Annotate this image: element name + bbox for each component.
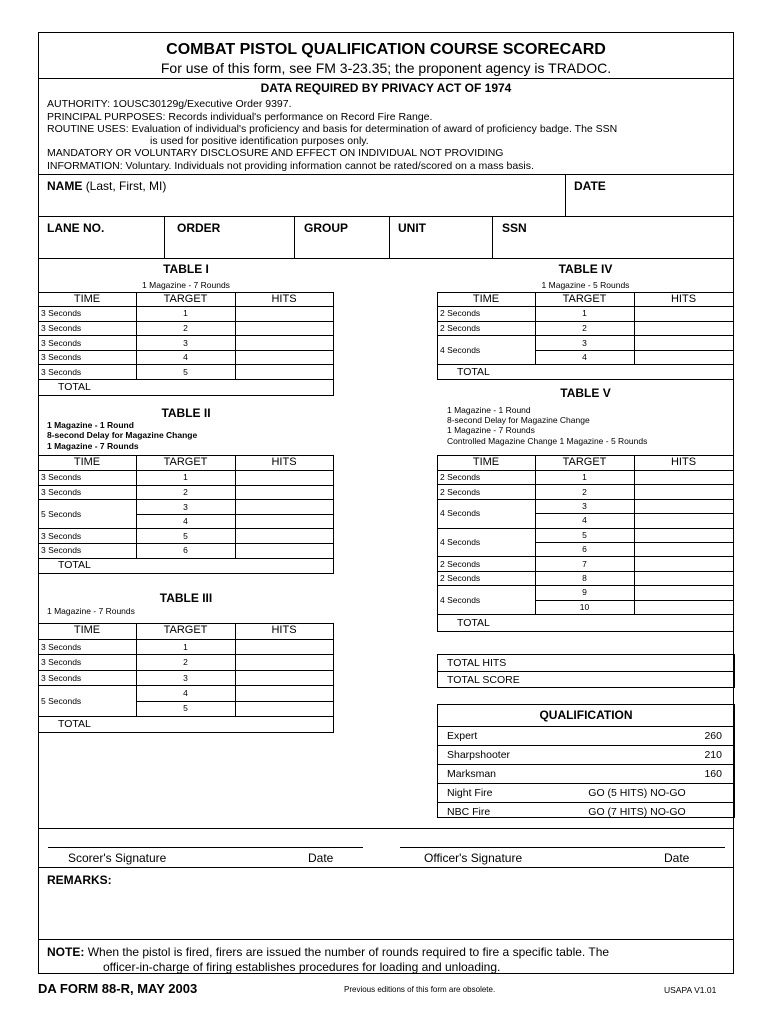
table-2-time-2: 3 Seconds <box>41 486 82 497</box>
row-line <box>535 614 733 615</box>
table-3-target-5: 5 <box>183 703 188 714</box>
table-1-target-3: 3 <box>183 337 188 348</box>
table-2-hits-cell[interactable] <box>236 500 333 514</box>
table-1-header-target: TARGET <box>163 293 208 305</box>
row-line <box>38 528 136 529</box>
table-4-total-label[interactable]: TOTAL <box>457 365 490 378</box>
mandatory-text: MANDATORY OR VOLUNTARY DISCLOSURE AND EFFECT ON INDIVIDUAL NOT PROVIDING <box>47 147 504 159</box>
row-line <box>38 485 136 486</box>
table-5-hits-cell[interactable] <box>635 572 733 585</box>
table-5-hits-cell[interactable] <box>635 471 733 484</box>
name-hint: (Last, First, MI) <box>85 179 167 193</box>
row-line <box>437 499 535 500</box>
table-1-target-4: 4 <box>183 352 188 363</box>
qualification-score-1: 260 <box>704 730 722 742</box>
table-2-time-3: 5 Seconds <box>41 508 82 519</box>
divider <box>38 939 734 940</box>
table-2-header-target: TARGET <box>163 456 208 468</box>
table-2-target-4: 4 <box>183 516 188 527</box>
row-line <box>437 335 535 336</box>
unit-field[interactable]: UNIT <box>398 221 426 235</box>
table-1-hits-cell[interactable] <box>236 351 333 365</box>
divider <box>38 258 734 259</box>
table-4-hits-cell[interactable] <box>635 336 733 350</box>
table-4-target-3: 3 <box>582 337 587 348</box>
table-3-header-hits: HITS <box>271 624 297 636</box>
row-line <box>437 745 735 746</box>
table-4-target-2: 2 <box>582 322 587 333</box>
row-line <box>437 484 535 485</box>
row-line <box>38 379 333 380</box>
principal-purposes-text: PRINCIPAL PURPOSES: Records individual's performance on Record Fire Range. <box>47 111 433 123</box>
table-2-header-hits: HITS <box>271 456 297 468</box>
table-2-target-6: 6 <box>183 545 188 556</box>
table-1-time-1: 3 Seconds <box>41 308 82 319</box>
table-1-title: TABLE I <box>163 262 209 276</box>
table-5-time-1: 2 Seconds <box>440 472 481 483</box>
table-4-target-1: 1 <box>582 308 587 319</box>
table-2-time-1: 3 Seconds <box>41 472 82 483</box>
remarks-field[interactable]: REMARKS: <box>47 873 112 887</box>
scorer-signature-line[interactable] <box>48 847 363 848</box>
table-5-target-7: 7 <box>582 558 587 569</box>
table-1-target-2: 2 <box>183 322 188 333</box>
row-line <box>437 614 535 615</box>
row-line <box>535 364 733 365</box>
table-5-hits-cell[interactable] <box>635 485 733 498</box>
table-5-header-hits: HITS <box>670 456 697 468</box>
table-3-target-3: 3 <box>183 672 188 683</box>
divider <box>164 216 165 258</box>
row-line <box>437 585 535 586</box>
row-line <box>437 556 535 557</box>
qualification-title: QUALIFICATION <box>539 708 633 722</box>
table-4-header-time: TIME <box>472 293 500 305</box>
table-3-hits-cell[interactable] <box>236 686 333 700</box>
table-5-target-9: 9 <box>582 587 587 598</box>
qualification-go-nogo-4[interactable]: GO (5 HITS) NO-GO <box>588 787 686 799</box>
qualification-level-5: NBC Fire <box>447 806 491 818</box>
table-2-header-time: TIME <box>73 456 101 468</box>
table-5-title: TABLE V <box>560 386 611 400</box>
note-label: NOTE: <box>47 945 85 959</box>
table-2-hits-cell[interactable] <box>236 529 333 543</box>
table-2-title: TABLE II <box>161 406 211 420</box>
table-4-hits-cell[interactable] <box>635 307 733 321</box>
row-line <box>136 716 333 717</box>
table-3-subtitle: 1 Magazine - 7 Rounds <box>47 606 135 616</box>
table-1-header-hits: HITS <box>271 293 297 305</box>
table-5-total-label[interactable]: TOTAL <box>457 616 490 629</box>
table-3-hits-cell[interactable] <box>236 655 333 669</box>
table-5-target-8: 8 <box>582 573 587 583</box>
table-5-hits-cell[interactable] <box>635 529 733 542</box>
table-1-target-1: 1 <box>183 308 188 319</box>
note-text <box>47 946 609 958</box>
table-1-hits-cell[interactable] <box>236 307 333 321</box>
table-5-target-4: 4 <box>582 515 587 526</box>
table-2-total-label[interactable]: TOTAL <box>58 559 91 572</box>
divider <box>492 216 493 258</box>
routine-uses-text: ROUTINE USES: Evaluation of individual's proficiency and basis for determination of award of proficiency badge. The SSN <box>47 123 618 135</box>
qualification-level-4: Night Fire <box>447 787 493 799</box>
table-1-subtitle: 1 Magazine - 7 Rounds <box>142 280 230 290</box>
table-5-target-1: 1 <box>582 472 587 483</box>
divider <box>389 216 390 258</box>
table-1-hits-cell[interactable] <box>236 322 333 336</box>
row-line <box>38 654 136 655</box>
divider <box>38 867 734 868</box>
total-hits-field[interactable]: TOTAL HITS <box>447 657 507 669</box>
officer-signature-line[interactable] <box>400 847 725 848</box>
row-line <box>136 558 333 559</box>
table-5-target-2: 2 <box>582 486 587 497</box>
table-1-hits-cell[interactable] <box>236 365 333 379</box>
table-5-target-10: 10 <box>579 601 590 612</box>
table-5-time-4: 4 Seconds <box>440 537 481 547</box>
table-1-hits-cell[interactable] <box>236 336 333 350</box>
table-5-target-3: 3 <box>582 501 587 511</box>
officer-signature-label: Officer's Signature <box>424 851 523 865</box>
row-line <box>437 528 535 529</box>
table-3-hits-cell[interactable] <box>236 640 333 654</box>
table-2-sub-1: 1 Magazine - 1 Round <box>47 420 134 430</box>
table-5-sub-4: Controlled Magazine Change 1 Magazine - 5 Rounds <box>447 436 648 446</box>
table-1-time-4: 3 Seconds <box>41 352 82 363</box>
row-line <box>38 716 136 717</box>
table-1-target-5: 5 <box>183 366 188 377</box>
table-2-sub-2: 8-second Delay for Magazine Change <box>47 430 198 440</box>
table-3-target-4: 4 <box>183 687 188 698</box>
table-5-target-5: 5 <box>582 529 587 540</box>
form-subtitle: For use of this form, see FM 3-23.35; the proponent agency is TRADOC. <box>160 60 612 76</box>
qualification-score-3: 160 <box>704 768 722 780</box>
qualification-level-3: Marksman <box>447 768 497 780</box>
table-4-time-2: 2 Seconds <box>440 322 481 333</box>
table-1-time-3: 3 Seconds <box>41 337 82 348</box>
table-3-time-2: 3 Seconds <box>41 657 82 668</box>
table-4-time-1: 2 Seconds <box>440 308 481 319</box>
row-line <box>437 802 735 803</box>
total-score-field[interactable]: TOTAL SCORE <box>447 674 520 686</box>
routine-uses-text-2: is used for positive identification purposes only. <box>150 135 369 147</box>
table-5-header-target: TARGET <box>562 456 607 468</box>
table-5-hits-cell[interactable] <box>635 557 733 570</box>
table-1-header-time: TIME <box>73 293 101 305</box>
version-label: USAPA V1.01 <box>664 985 717 995</box>
table-5-hits-cell[interactable] <box>635 543 733 556</box>
table-2-target-2: 2 <box>183 486 188 497</box>
row-line <box>437 571 535 572</box>
table-2-target-1: 1 <box>183 472 188 483</box>
form-title: COMBAT PISTOL QUALIFICATION COURSE SCORECARD <box>166 41 606 58</box>
table-5-time-2: 2 Seconds <box>440 486 481 497</box>
divider <box>294 216 295 258</box>
privacy-heading: DATA REQUIRED BY PRIVACY ACT OF 1974 <box>260 81 512 95</box>
scorer-date-label: Date <box>308 851 334 865</box>
table-2-hits-cell[interactable] <box>236 486 333 500</box>
lane-no-field[interactable]: LANE NO. <box>47 221 105 235</box>
obsolete-notice: Previous editions of this form are obsolete. <box>344 985 496 994</box>
authority-text: AUTHORITY: 1OUSC30129g/Executive Order 9397. <box>47 98 292 110</box>
qualification-score-2: 210 <box>704 749 722 761</box>
table-3-time-1: 3 Seconds <box>41 641 82 652</box>
qualification-go-nogo-5[interactable]: GO (7 HITS) NO-GO <box>588 806 686 818</box>
table-2-sub-3: 1 Magazine - 7 Rounds <box>47 441 139 451</box>
table-1-time-2: 3 Seconds <box>41 322 82 333</box>
table-5-hits-cell[interactable] <box>635 500 733 513</box>
table-5-header-time: TIME <box>472 456 500 468</box>
qualification-level-1: Expert <box>447 730 478 742</box>
table-2-time-4: 3 Seconds <box>41 530 82 541</box>
qualification-level-2: Sharpshooter <box>447 749 511 761</box>
table-3-time-4: 5 Seconds <box>41 695 82 706</box>
table-4-subtitle: 1 Magazine - 5 Rounds <box>541 280 630 290</box>
table-5-hits-cell[interactable] <box>635 601 733 614</box>
table-2-hits-cell[interactable] <box>236 544 333 558</box>
table-3-header-target: TARGET <box>163 624 208 636</box>
table-4-time-3: 4 Seconds <box>440 344 481 355</box>
table-2-hits-cell[interactable] <box>236 515 333 529</box>
table-4-header-hits: HITS <box>670 293 697 305</box>
row-line <box>38 543 136 544</box>
table-3-header-time: TIME <box>73 624 101 636</box>
table-2-target-5: 5 <box>183 530 188 541</box>
table-5-sub-3: 1 Magazine - 7 Rounds <box>447 425 535 435</box>
table-3-hits-cell[interactable] <box>236 671 333 685</box>
name-label: NAME <box>47 179 83 193</box>
table-2-time-5: 3 Seconds <box>41 545 82 556</box>
row-line <box>437 726 735 727</box>
table-3-time-3: 3 Seconds <box>41 672 82 683</box>
table-5-time-7: 4 Seconds <box>440 594 481 605</box>
officer-date-label: Date <box>664 851 690 865</box>
table-4-header-target: TARGET <box>562 293 607 305</box>
table-5-sub-1: 1 Magazine - 1 Round <box>447 405 531 415</box>
table-5-sub-2: 8-second Delay for Magazine Change <box>447 415 590 425</box>
row-line <box>38 685 136 686</box>
group-field[interactable]: GROUP <box>304 221 349 235</box>
divider <box>38 828 734 829</box>
table-5-hits-cell[interactable] <box>635 514 733 527</box>
table-1-total-label[interactable]: TOTAL <box>58 381 91 393</box>
order-field[interactable]: ORDER <box>177 221 221 235</box>
form-number: DA FORM 88-R, MAY 2003 <box>38 981 198 996</box>
table-3-target-1: 1 <box>183 641 188 652</box>
note-line-2: officer-in-charge of firing establishes procedures for loading and unloading. <box>103 960 501 974</box>
scorer-signature-label: Scorer's Signature <box>68 851 167 865</box>
row-line <box>38 670 136 671</box>
date-field[interactable]: DATE <box>574 179 606 193</box>
table-5-time-6: 2 Seconds <box>440 573 481 583</box>
table-4-hits-cell[interactable] <box>635 351 733 365</box>
row-line <box>437 764 735 765</box>
table-5-time-3: 4 Seconds <box>440 508 481 519</box>
mandatory-text-2: INFORMATION: Voluntary. Individuals not providing information cannot be rated/scored on a mass basis. <box>47 160 534 172</box>
table-5-hits-cell[interactable] <box>635 586 733 599</box>
table-3-target-2: 2 <box>183 657 188 668</box>
table-4-hits-cell[interactable] <box>635 322 733 336</box>
divider <box>565 174 566 216</box>
table-4-title: TABLE IV <box>558 262 613 276</box>
table-3-title: TABLE III <box>159 591 213 605</box>
table-5-target-6: 6 <box>582 544 587 555</box>
divider <box>38 174 734 175</box>
name-field[interactable] <box>47 180 166 192</box>
divider <box>38 216 734 217</box>
table-3-hits-cell[interactable] <box>236 702 333 716</box>
ssn-field[interactable]: SSN <box>502 221 527 235</box>
table-4-target-4: 4 <box>582 352 587 363</box>
divider <box>38 78 734 79</box>
row-line <box>38 499 136 500</box>
table-2-target-3: 3 <box>183 501 188 512</box>
note-line-1: When the pistol is fired, firers are issued the number of rounds required to fire a specific table. The <box>87 945 610 959</box>
table-3-total-label[interactable]: TOTAL <box>58 718 91 730</box>
row-line <box>437 783 735 784</box>
divider <box>437 671 735 672</box>
row-line <box>437 321 535 322</box>
table-1-time-5: 3 Seconds <box>41 366 82 377</box>
table-5-time-5: 2 Seconds <box>440 558 481 569</box>
table-2-hits-cell[interactable] <box>236 471 333 485</box>
